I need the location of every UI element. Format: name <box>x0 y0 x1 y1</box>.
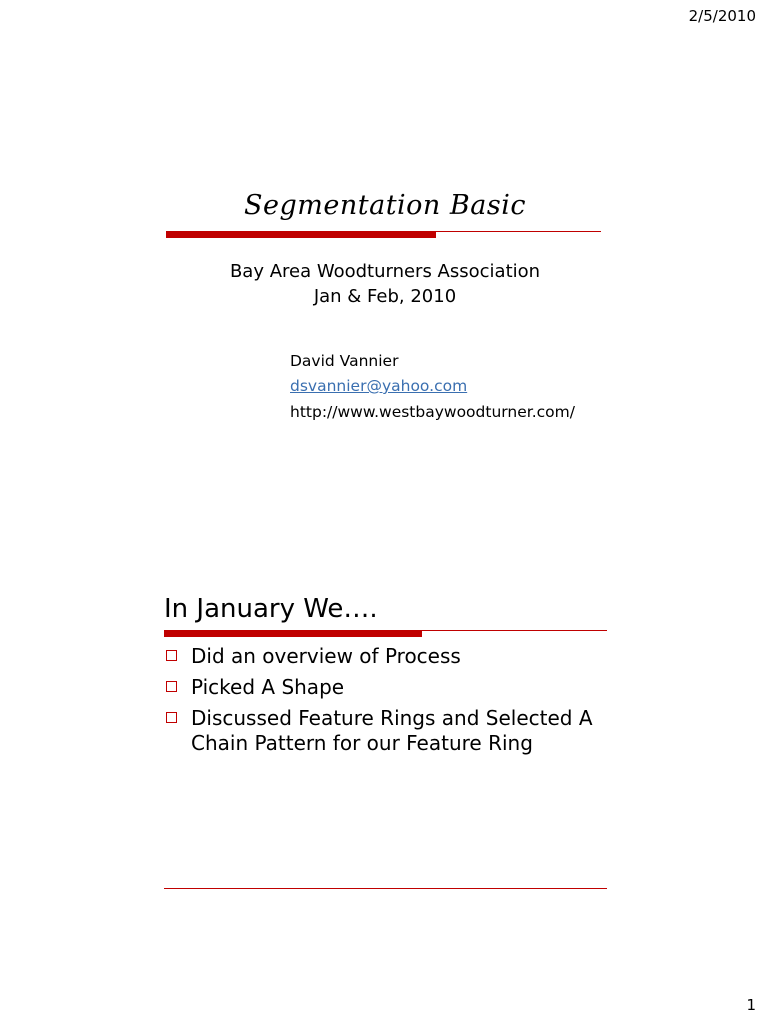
print-date: 2/5/2010 <box>688 7 756 25</box>
author-email-link[interactable]: dsvannier@yahoo.com <box>290 377 468 395</box>
slide-2-bullet-list <box>165 644 615 762</box>
slide-2-bottom-rule <box>164 888 607 889</box>
website-url: http://www.westbaywoodturner.com/ <box>290 403 575 421</box>
checkbox-bullet-icon <box>166 712 177 723</box>
slide-1-title-rule-thick <box>166 232 436 238</box>
slide-2-title-rule-thick <box>164 631 422 637</box>
list-item <box>165 706 615 756</box>
list-item <box>165 644 615 669</box>
list-item <box>165 675 615 700</box>
presentation-dates: Jan & Feb, 2010 <box>313 286 457 307</box>
list-item-text: Did an overview of Process <box>191 644 461 668</box>
list-item-text: Discussed Feature Rings and Selected A Chain Pattern for our Feature Ring <box>191 706 593 755</box>
slide-2-title: In January We…. <box>164 594 378 624</box>
checkbox-bullet-icon <box>166 650 177 661</box>
page-number: 1 <box>746 996 756 1014</box>
checkbox-bullet-icon <box>166 681 177 692</box>
slide-1-title: Segmentation Basic <box>244 190 526 221</box>
list-item-text: Picked A Shape <box>191 675 345 699</box>
author-name: David Vannier <box>290 352 399 370</box>
organization-name: Bay Area Woodturners Association <box>229 261 541 282</box>
